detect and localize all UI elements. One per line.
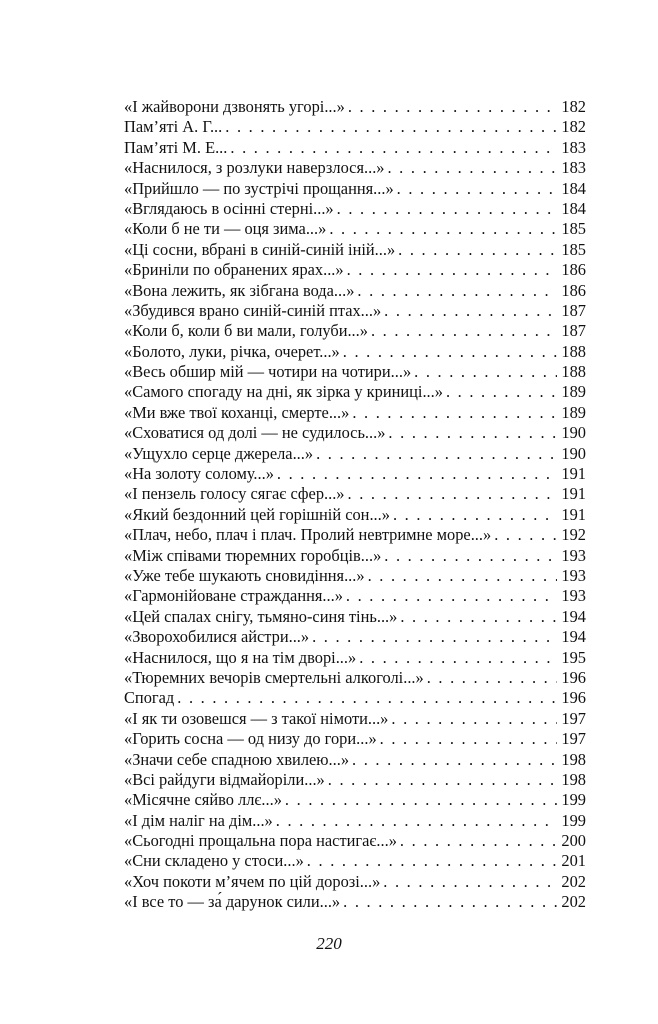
toc-entry-page: 185: [561, 219, 586, 239]
dot-leader: [348, 97, 558, 117]
toc-entry: [124, 260, 586, 280]
toc-entry-title: «Прийшло — по зустрічі прощання...»: [124, 178, 394, 198]
dot-leader: [346, 586, 558, 606]
toc-entry-title: «Між співами тюремних горобців...»: [124, 545, 382, 565]
dot-leader: [446, 382, 557, 402]
toc-entry-page: 189: [561, 382, 586, 402]
toc-entry: [124, 607, 586, 627]
toc-entry-title: Пам’яті А. Г...: [124, 117, 223, 137]
dot-leader: [380, 729, 558, 749]
dot-leader: [384, 546, 557, 566]
dot-leader: [343, 892, 557, 912]
toc-entry-title: «Ці сосни, вбрані в синій-синій іній...»: [124, 239, 396, 259]
toc-entry-title: «Тюремних вечорів смертельні алкоголі...»: [124, 667, 424, 687]
toc-entry-page: 198: [561, 749, 586, 769]
dot-leader: [383, 872, 557, 892]
dot-leader: [359, 648, 557, 668]
toc-entry: [124, 362, 586, 382]
toc-entry: [124, 97, 586, 117]
toc-entry: [124, 179, 586, 199]
dot-leader: [343, 342, 558, 362]
dot-leader: [391, 709, 557, 729]
toc-entry-page: 194: [561, 627, 586, 647]
toc-entry: [124, 321, 586, 341]
toc-entry: [124, 790, 586, 810]
dot-leader: [387, 158, 557, 178]
toc-entry-page: 190: [561, 423, 586, 443]
toc-entry: [124, 892, 586, 912]
toc-entry-page: 187: [561, 300, 586, 320]
toc-entry-title: «Значи себе спадною хвилею...»: [124, 749, 350, 769]
dot-leader: [230, 138, 557, 158]
toc-entry-title: «Вглядаюсь в осінні стерні...»: [124, 198, 334, 218]
toc-entry-page: 188: [561, 362, 586, 382]
toc-entry-title: «І все то — за́ дарунок сили...»: [124, 892, 341, 912]
toc-entry-title: «Збудився врано синій-синій птах...»: [124, 300, 382, 320]
toc-entry-page: 184: [561, 178, 586, 198]
dot-leader: [328, 770, 558, 790]
toc-entry: [124, 627, 586, 647]
toc-entry-title: «Коли б не ти — оця зима...»: [124, 219, 327, 239]
toc-entry-page: 186: [561, 280, 586, 300]
toc-entry-title: «На золоту солому...»: [124, 464, 274, 484]
toc-entry-title: «Всі райдуги відмайоріли...»: [124, 769, 325, 789]
toc-entry: [124, 219, 586, 239]
toc-entry: [124, 199, 586, 219]
toc-entry-page: 185: [561, 239, 586, 259]
toc-entry-page: 199: [561, 790, 586, 810]
toc-entry-page: 200: [561, 831, 586, 851]
dot-leader: [177, 688, 557, 708]
toc-entry-title: Пам’яті М. Е...: [124, 137, 228, 157]
dot-leader: [352, 750, 557, 770]
toc-entry-page: 195: [561, 647, 586, 667]
toc-entry-page: 193: [561, 586, 586, 606]
toc-entry-page: 199: [561, 810, 586, 830]
toc-entry: [124, 138, 586, 158]
toc-entry: [124, 831, 586, 851]
dot-leader: [427, 668, 558, 688]
toc-entry-page: 191: [561, 464, 586, 484]
toc-entry-page: 191: [561, 504, 586, 524]
toc-entry-page: 191: [561, 484, 586, 504]
toc-entry: [124, 382, 586, 402]
toc-entry-page: 183: [561, 137, 586, 157]
toc-entry-title: «Хоч покоти м’ячем по цій дорозі...»: [124, 871, 381, 891]
toc-entry: [124, 342, 586, 362]
dot-leader: [285, 790, 557, 810]
dot-leader: [494, 525, 557, 545]
toc-entry: [124, 158, 586, 178]
toc-entry: [124, 750, 586, 770]
dot-leader: [316, 444, 557, 464]
toc-entry: [124, 586, 586, 606]
toc-entry-title: «Зворохобилися айстри...»: [124, 627, 310, 647]
toc-entry: [124, 281, 586, 301]
dot-leader: [384, 301, 557, 321]
toc-entry: [124, 770, 586, 790]
toc-entry-title: «Гармонійоване страждання...»: [124, 586, 343, 606]
page-number: 220: [316, 934, 342, 953]
dot-leader: [400, 831, 557, 851]
toc-entry-page: 190: [561, 443, 586, 463]
toc-entry: [124, 117, 586, 137]
dot-leader: [414, 362, 557, 382]
toc-entry-title: «Наснилося, з розлуки наверзлося...»: [124, 158, 385, 178]
toc-entry-title: «І жайворони дзвонять угорі...»: [124, 97, 345, 116]
dot-leader: [277, 464, 558, 484]
toc-entry-page: 186: [561, 260, 586, 280]
dot-leader: [352, 403, 557, 423]
toc-entry-title: «Який бездонний цей горішній сон...»: [124, 504, 390, 524]
toc-entry-page: 188: [561, 341, 586, 361]
toc-entry: [124, 566, 586, 586]
toc-entry-page: 202: [561, 892, 586, 912]
toc-entry: [124, 811, 586, 831]
toc-entry: [124, 464, 586, 484]
toc-entry-page: 202: [561, 871, 586, 891]
toc-entry-page: 184: [561, 198, 586, 218]
toc-entry-title: «Сни складено у стоси...»: [124, 851, 304, 871]
dot-leader: [337, 199, 558, 219]
toc-entry-title: «І пензель голосу сягає сфер...»: [124, 484, 345, 504]
toc-entry-title: «Коли б, коли б ви мали, голуби...»: [124, 321, 368, 341]
toc-entry-title: «Сьогодні прощальна пора настигає...»: [124, 831, 397, 851]
toc-entry: [124, 709, 586, 729]
dot-leader: [276, 811, 558, 831]
toc-entry-page: 193: [561, 565, 586, 585]
dot-leader: [307, 851, 558, 871]
dot-leader: [368, 566, 558, 586]
toc-entry-page: 187: [561, 321, 586, 341]
toc-entry-title: «Самого спогаду на дні, як зірка у криниці...»: [124, 382, 443, 402]
toc-entry-page: 182: [561, 117, 586, 137]
toc-entry-page: 192: [561, 525, 586, 545]
toc-entry-title: «Ущухло серце джерела...»: [124, 443, 314, 463]
toc-entry: [124, 484, 586, 504]
toc-entry: [124, 546, 586, 566]
dot-leader: [347, 260, 558, 280]
toc-entry-page: 196: [561, 688, 586, 708]
toc-entry: [124, 851, 586, 871]
toc-entry-title: «Сховатися од долі — не судилось...»: [124, 423, 386, 443]
toc-entry-title: Спогад: [124, 688, 175, 708]
toc-entry-title: «І дім наліг на дім...»: [124, 810, 273, 830]
toc-entry-title: «Наснилося, що я на тім дворі...»: [124, 647, 357, 667]
toc-entry-title: «Ми вже твої коханці, смерте...»: [124, 402, 350, 422]
toc-entry-page: 183: [561, 158, 586, 178]
dot-leader: [348, 484, 558, 504]
toc-entry: [124, 688, 586, 708]
dot-leader: [225, 117, 557, 137]
toc-entry-page: 193: [561, 545, 586, 565]
dot-leader: [312, 627, 557, 647]
toc-entry-title: «Вона лежить, як зібгана вода...»: [124, 280, 355, 300]
dot-leader: [388, 423, 557, 443]
dot-leader: [393, 505, 557, 525]
table-of-contents: [124, 97, 586, 913]
toc-entry-title: «Весь обшир мій — чотири на чотири...»: [124, 362, 412, 382]
toc-entry-title: «Плач, небо, плач і плач. Пролий невтримне море...»: [124, 525, 492, 545]
toc-entry-page: 198: [561, 769, 586, 789]
toc-entry: [124, 301, 586, 321]
toc-entry: [124, 668, 586, 688]
toc-entry-page: 197: [561, 708, 586, 728]
toc-entry-title: «Місячне сяйво ллє...»: [124, 790, 282, 810]
toc-entry-title: «Цей спалах снігу, тьмяно-синя тінь...»: [124, 606, 398, 626]
toc-entry-page: 194: [561, 606, 586, 626]
dot-leader: [357, 281, 557, 301]
toc-entry: [124, 505, 586, 525]
toc-entry: [124, 729, 586, 749]
toc-entry-page: 197: [561, 729, 586, 749]
toc-entry: [124, 525, 586, 545]
toc-entry-page: 201: [561, 851, 586, 871]
toc-entry-title: «Болото, луки, річка, очерет...»: [124, 341, 340, 361]
toc-entry: [124, 648, 586, 668]
toc-entry-title: «Уже тебе шукають сновидіння...»: [124, 565, 365, 585]
toc-entry-page: 189: [561, 402, 586, 422]
dot-leader: [400, 607, 557, 627]
dot-leader: [371, 321, 557, 341]
dot-leader: [397, 179, 558, 199]
toc-entry: [124, 423, 586, 443]
dot-leader: [329, 219, 557, 239]
toc-entry-title: «І як ти озовешся — з такої німоти...»: [124, 708, 389, 728]
toc-entry: [124, 240, 586, 260]
toc-entry-page: 196: [561, 667, 586, 687]
toc-entry-title: «Бриніли по обранених ярах...»: [124, 260, 344, 280]
toc-entry: [124, 872, 586, 892]
toc-entry-title: «Горить сосна — од низу до гори...»: [124, 729, 377, 749]
dot-leader: [398, 240, 557, 260]
toc-entry: [124, 444, 586, 464]
toc-entry-page: 182: [561, 97, 586, 116]
toc-entry: [124, 403, 586, 423]
